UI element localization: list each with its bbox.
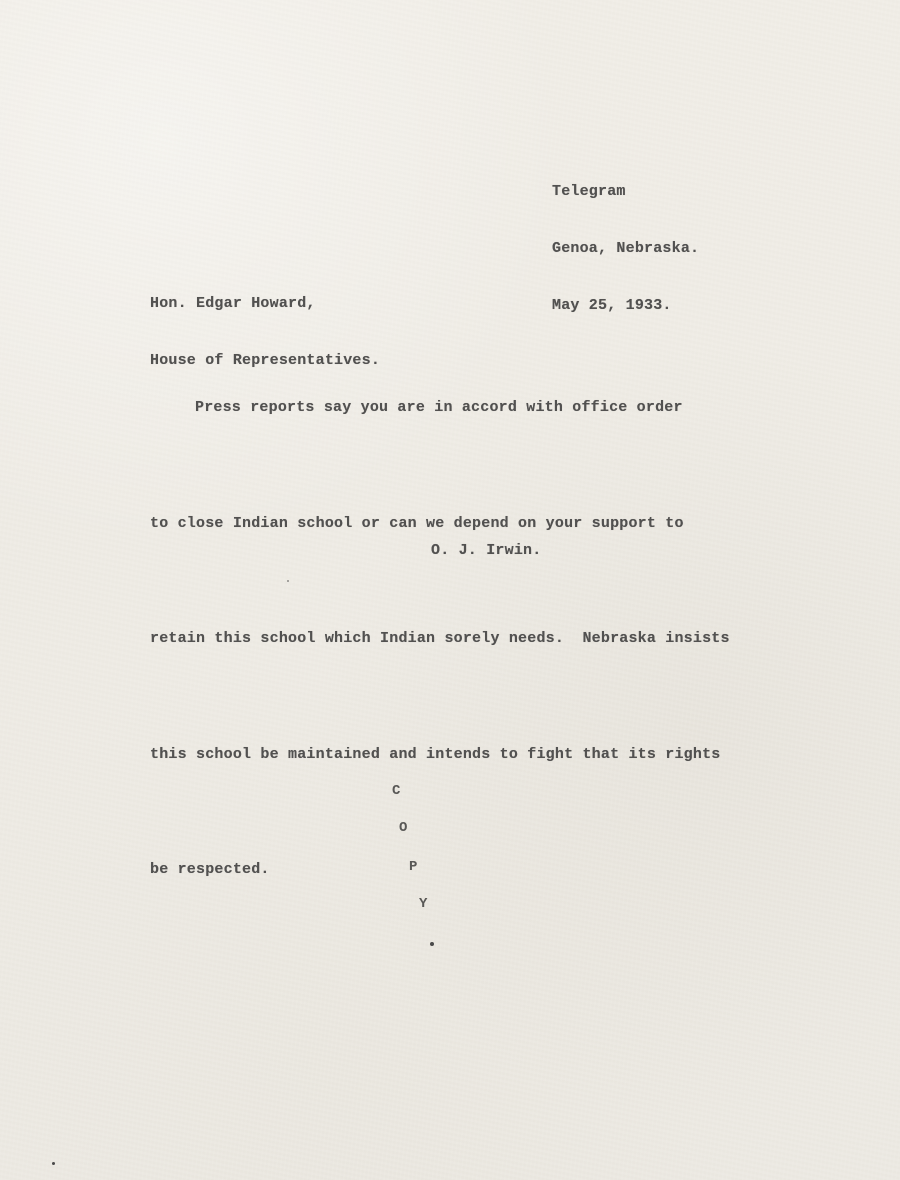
recipient-name: Hon. Edgar Howard, <box>150 295 316 312</box>
body-line-2: to close Indian school or can we depend on your support to <box>150 514 684 532</box>
copy-letter-y: Y <box>419 896 428 912</box>
header-title: Telegram <box>552 183 626 200</box>
copy-letter-o: O <box>399 820 408 836</box>
recipient-office: House of Representatives. <box>150 352 381 369</box>
message-body <box>150 312 730 967</box>
header-date: May 25, 1933. <box>552 297 672 314</box>
body-line-5: be respected. <box>150 861 270 878</box>
signature: O. J. Irwin. <box>431 542 542 559</box>
copy-letter-p: P <box>409 859 418 875</box>
paper-speck <box>287 580 289 582</box>
body-line-1: Press reports say you are in accord with office order <box>195 399 683 416</box>
body-line-4: this school be maintained and intends to fight that its rights <box>150 745 721 763</box>
copy-period-dot <box>430 942 434 946</box>
copy-letter-c: C <box>392 783 401 799</box>
header-location: Genoa, Nebraska. <box>552 240 700 257</box>
paper-speck <box>52 1162 55 1165</box>
body-line-3: retain this school which Indian sorely needs. Nebraska insists <box>150 630 730 647</box>
